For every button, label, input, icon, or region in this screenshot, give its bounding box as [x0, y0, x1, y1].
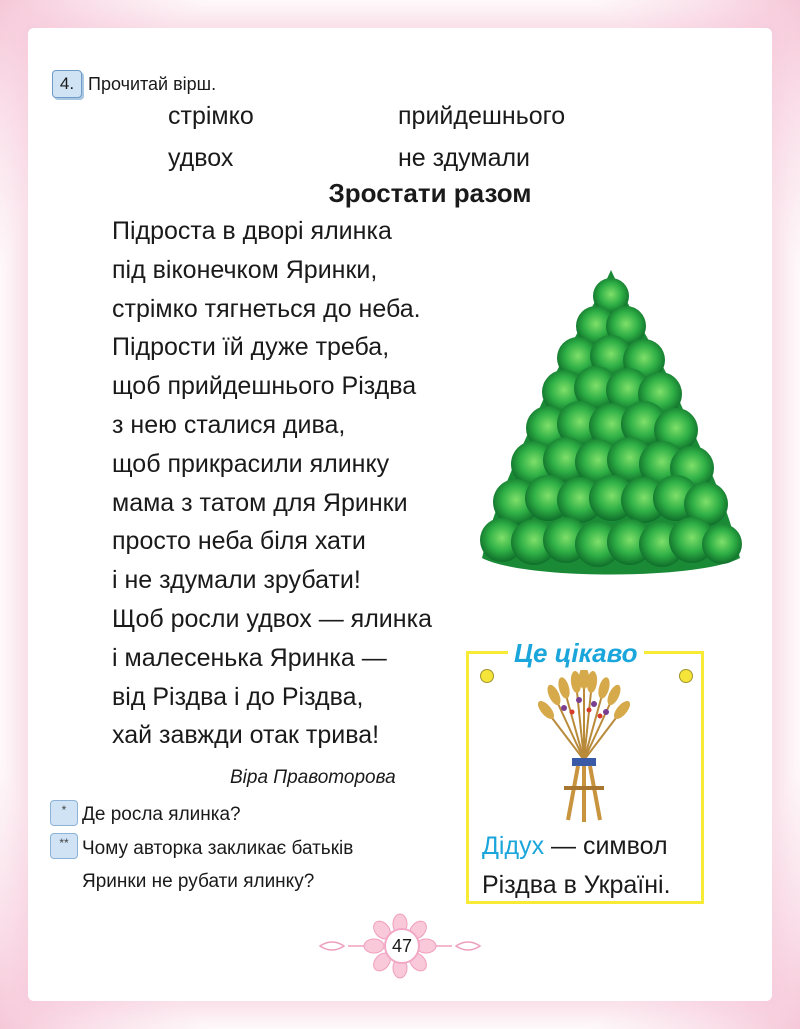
poem-line: від Різдва і до Різдва, [112, 682, 364, 711]
pin-icon [679, 669, 693, 683]
fir-tree-illustration [478, 268, 744, 580]
task-number-badge: 4. [52, 70, 82, 98]
vocab-word: прийдешнього [398, 102, 566, 130]
poem-line: щоб прикрасили ялинку [112, 449, 390, 478]
poem-body [112, 212, 432, 755]
question-star-icon: * [50, 800, 78, 826]
vocab-word: удвох [168, 144, 234, 172]
poem-line: під віконечком Яринки, [112, 255, 378, 284]
page-number-ornament [300, 910, 500, 980]
poem-line: і малесенька Яринка — [112, 643, 387, 672]
vocab-word: стрімко [168, 102, 254, 130]
question-text: Чому авторка закликає батьків [82, 838, 354, 859]
didukh-wheat-sheaf-icon [534, 670, 634, 830]
poem-line: хай завжди отак трива! [112, 721, 380, 750]
poem-line: просто неба біля хати [112, 527, 366, 556]
info-line-1 [482, 832, 668, 861]
poem-line: Щоб росли удвох — ялинка [112, 604, 432, 633]
poem-line: і не здумали зрубати! [112, 566, 361, 595]
poem-line: з нею сталися дива, [112, 410, 346, 439]
info-box-title: Це цікаво [508, 638, 644, 669]
question-text: Де росла ялинка? [82, 804, 241, 825]
info-line-2: Різдва в Україні. [482, 871, 671, 899]
poem-line: стрімко тягнеться до неба. [112, 294, 421, 323]
info-line-1-rest: — символ [544, 832, 668, 860]
pin-icon [480, 669, 494, 683]
info-term: Дідух [482, 832, 545, 860]
poem-line: щоб прийдешнього Різдва [112, 372, 417, 401]
poem-title: Зростати разом [328, 178, 532, 208]
poem-author: Віра Правоторова [230, 767, 396, 788]
page-number: 47 [384, 928, 420, 964]
poem-line: Підрости їй дуже треба, [112, 333, 390, 362]
poem-line: Підроста в дворі ялинка [112, 217, 392, 245]
question-text-continued: Яринки не рубати ялинку? [82, 871, 315, 892]
task-instruction: Прочитай вірш. [88, 74, 217, 94]
question-double-star-icon: ** [50, 833, 78, 859]
poem-line: мама з татом для Яринки [112, 488, 408, 517]
vocab-word: не здумали [398, 144, 531, 172]
